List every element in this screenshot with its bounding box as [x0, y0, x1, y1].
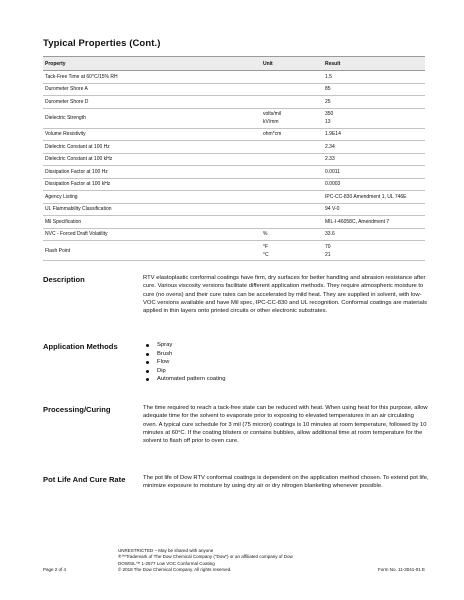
cell-property: NVC - Forced Draft Volatility — [45, 231, 108, 238]
section-body — [143, 341, 429, 384]
list-item: Spray — [143, 341, 429, 350]
cell-result: 33.6 — [325, 231, 335, 238]
header-property: Property — [45, 60, 66, 67]
table-row — [43, 84, 425, 97]
result-line: 70 — [325, 243, 331, 250]
table-row — [43, 129, 425, 142]
page-number: Page 2 of 4 — [43, 567, 67, 572]
section-heading: Application Methods — [43, 342, 118, 351]
cell-unit — [263, 243, 325, 259]
cell-result: 25 — [325, 98, 331, 105]
cell-result: 2.33 — [325, 156, 335, 163]
cell-result: 94 V-0 — [325, 206, 340, 213]
cell-unit: % — [263, 231, 268, 238]
footer-line: ®™Trademark of The Dow Chemical Company ("Dow") or an affiliated company of Dow — [118, 554, 293, 560]
cell-result: 1.5 — [325, 73, 332, 80]
cell-result: 85 — [325, 86, 331, 93]
properties-table — [43, 56, 425, 261]
table-row — [43, 166, 425, 179]
cell-property: Agency Listing — [45, 193, 78, 200]
list-item: Brush — [143, 350, 429, 359]
unit-line: kV/mm — [263, 119, 279, 125]
form-number: Form No. 11-3041-01 E — [378, 567, 425, 572]
cell-result: 2.34 — [325, 143, 335, 150]
cell-result — [325, 110, 425, 126]
footer-notice — [118, 548, 293, 573]
cell-property: Dielectric Strength — [45, 115, 86, 121]
cell-result — [325, 243, 425, 259]
unit-line: °C — [263, 251, 269, 258]
table-row — [43, 141, 425, 154]
section-body: The pot life of Dow RTV conformal coatings is dependent on the application method chosen. To extend pot life, minimize exposure to moisture by using dry air or dry nitrogen blanketing whenever possible. — [143, 475, 429, 490]
header-result: Result — [325, 60, 341, 67]
cell-property: Volume Resistivity — [45, 131, 86, 138]
table-row — [43, 229, 425, 242]
cell-property: Flash Point — [45, 247, 71, 254]
cell-result: IPC-CC-830 Amendment 1, UL 746E — [325, 193, 407, 200]
table-row — [43, 109, 425, 129]
header-unit: Unit — [263, 60, 273, 67]
table-row — [43, 179, 425, 192]
section-heading: Pot Life And Cure Rate — [43, 475, 126, 484]
footer-line: © 2018 The Dow Chemical Company. All rights reserved. — [118, 566, 232, 572]
cell-unit — [263, 110, 325, 126]
cell-result: MIL-I-46058C, Amendment 7 — [325, 218, 390, 225]
cell-unit: ohm*cm — [263, 131, 282, 138]
section-body: The time required to reach a tack-free state can be reduced with heat. When using heat for this purpose, allow adequate time for the solvent to evaporate prior to exposing to elevated temperatures in an air circulating oven. A typical cure schedule for 3 mil (75 micron) coatings is 10 minutes at room temperature, followed by 10 minutes at 60°C. If the coating blisters or contains bubbles, allow additional time at room temperature for the solvent to flash off prior to oven cure. — [143, 405, 428, 445]
table-row — [43, 191, 425, 204]
footer-line: UNRESTRICTED – May be shared with anyone — [118, 548, 214, 553]
unit-line: volts/mil — [263, 111, 282, 117]
table-row — [43, 154, 425, 167]
page-title: Typical Properties (Cont.) — [43, 38, 161, 49]
cell-property: Dissipation Factor at 100 kHz — [45, 181, 111, 188]
table-row — [43, 216, 425, 229]
cell-property: Dielectric Constant at 100 Hz — [45, 143, 110, 150]
list-item: Dip — [143, 367, 429, 376]
table-row — [43, 241, 425, 261]
bullet-list — [143, 341, 429, 384]
footer-line: DOWSIL™ 1-2577 Low VOC Conformal Coating — [118, 560, 215, 566]
cell-result: 1.9E14 — [325, 131, 341, 138]
table-row — [43, 204, 425, 217]
list-item: Automated pattern coating — [143, 375, 429, 384]
unit-line: °F — [263, 243, 269, 250]
result-line: 13 — [325, 119, 331, 125]
cell-property: Tack-Free Time at 60°C/15% RH — [45, 73, 118, 80]
cell-property: Durometer Shore D — [45, 98, 89, 105]
table-row — [43, 96, 425, 109]
section-heading: Processing/Curing — [43, 405, 111, 414]
cell-property: Dissipation Factor at 100 Hz — [45, 168, 108, 175]
cell-result: 0.0003 — [325, 181, 341, 188]
section-heading: Description — [43, 275, 85, 284]
cell-property: Dielectric Constant at 100 kHz — [45, 156, 113, 163]
cell-property: Durometer Shore A — [45, 86, 88, 93]
cell-property: UL Flammability Classification — [45, 206, 112, 213]
result-line: 21 — [325, 251, 331, 258]
cell-property: Mil Specification — [45, 218, 82, 225]
table-row — [43, 71, 425, 84]
table-header — [43, 56, 425, 71]
result-line: 350 — [325, 111, 334, 117]
section-body: RTV elastoplastic conformal coatings have firm, dry surfaces for better handling and abrasion resistance after cure. Various viscosity versions facilitate different application methods. They require atmospheric moisture to cure (no ovens) and their cure rates can be accelerated by mild heat. They are supplied in solvent, with low-VOC versions available and have Mil spec, IPC-CC-830 and UL recognition. Conformal coatings are materials applied in thin layers onto printed circuits or other electronic substrates. — [143, 275, 427, 315]
cell-result: 0.0011 — [325, 168, 340, 175]
list-item: Flow — [143, 358, 429, 367]
